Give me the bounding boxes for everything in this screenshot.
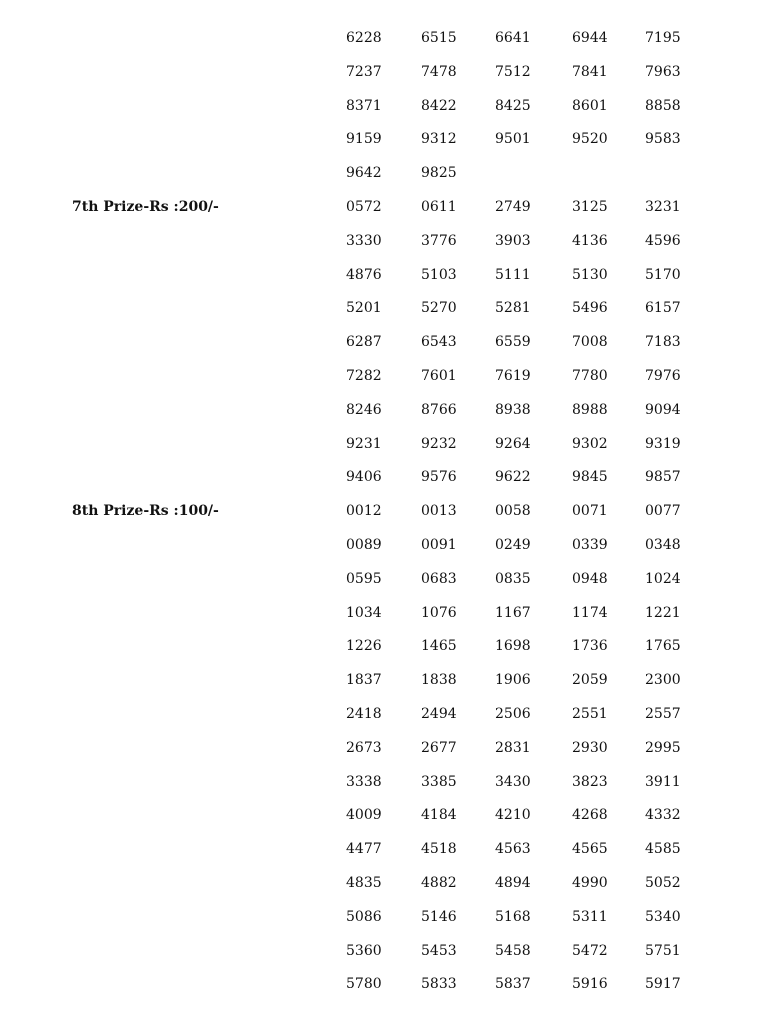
table-row	[0, 597, 759, 631]
ticket-number: 4894	[495, 874, 531, 891]
ticket-number: 4136	[572, 232, 608, 249]
ticket-number: 4882	[421, 874, 457, 891]
ticket-number: 8938	[495, 401, 531, 418]
ticket-number: 9520	[572, 131, 608, 148]
ticket-number: 4876	[346, 266, 382, 283]
ticket-number: 2494	[421, 705, 457, 722]
table-row	[0, 360, 759, 394]
ticket-number: 4009	[346, 807, 382, 824]
table-row	[0, 428, 759, 462]
ticket-number: 9857	[645, 469, 681, 486]
ticket-number: 4565	[572, 841, 608, 858]
ticket-number: 2930	[572, 739, 608, 756]
ticket-number: 0071	[572, 503, 608, 520]
ticket-number: 8422	[421, 97, 457, 114]
ticket-number: 9302	[572, 435, 608, 452]
ticket-number: 8601	[572, 97, 608, 114]
table-row	[0, 867, 759, 901]
ticket-number: 6228	[346, 30, 382, 46]
ticket-number: 7841	[572, 63, 608, 80]
table-row	[0, 630, 759, 664]
ticket-number: 0249	[495, 536, 531, 553]
ticket-number: 5103	[421, 266, 457, 283]
table-row	[0, 664, 759, 698]
ticket-number: 7008	[572, 334, 608, 351]
ticket-number: 3338	[346, 773, 382, 790]
ticket-number: 2557	[645, 705, 681, 722]
ticket-number: 5780	[346, 976, 382, 993]
ticket-number: 3903	[495, 232, 531, 249]
ticket-number: 4563	[495, 841, 531, 858]
ticket-number: 9264	[495, 435, 531, 452]
ticket-number: 0572	[346, 198, 382, 215]
ticket-number: 4835	[346, 874, 382, 891]
ticket-number: 5111	[495, 266, 531, 283]
ticket-number: 0339	[572, 536, 608, 553]
ticket-number: 5472	[572, 942, 608, 959]
ticket-number: 8858	[645, 97, 681, 114]
ticket-number: 7237	[346, 63, 382, 80]
ticket-number: 7195	[645, 30, 681, 46]
ticket-number: 4268	[572, 807, 608, 824]
ticket-number: 0091	[421, 536, 457, 553]
ticket-number: 0348	[645, 536, 681, 553]
ticket-number: 8988	[572, 401, 608, 418]
table-row	[0, 799, 759, 833]
ticket-number: 0595	[346, 570, 382, 587]
ticket-number: 9231	[346, 435, 382, 452]
ticket-number: 2300	[645, 672, 681, 689]
ticket-number: 3385	[421, 773, 457, 790]
ticket-number: 8246	[346, 401, 382, 418]
ticket-number: 1698	[495, 638, 531, 655]
ticket-number: 0012	[346, 503, 382, 520]
ticket-number: 9319	[645, 435, 681, 452]
ticket-number: 2677	[421, 739, 457, 756]
ticket-number: 4210	[495, 807, 531, 824]
table-row	[0, 833, 759, 867]
table-row	[0, 22, 759, 56]
ticket-number: 9845	[572, 469, 608, 486]
ticket-number: 9825	[421, 165, 457, 182]
ticket-number: 5086	[346, 908, 382, 925]
table-row	[0, 225, 759, 259]
ticket-number: 6543	[421, 334, 457, 351]
ticket-number: 3911	[645, 773, 681, 790]
ticket-number: 2749	[495, 198, 531, 215]
ticket-number: 7780	[572, 367, 608, 384]
ticket-number: 5458	[495, 942, 531, 959]
ticket-number: 1024	[645, 570, 681, 587]
ticket-number: 6944	[572, 30, 608, 46]
ticket-number: 1167	[495, 604, 531, 621]
ticket-number: 0077	[645, 503, 681, 520]
ticket-number: 5751	[645, 942, 681, 959]
table-row	[0, 495, 759, 529]
ticket-number: 2506	[495, 705, 531, 722]
table-row	[0, 292, 759, 326]
ticket-number: 5281	[495, 300, 531, 317]
ticket-number: 5168	[495, 908, 531, 925]
ticket-number: 5170	[645, 266, 681, 283]
ticket-number: 4585	[645, 841, 681, 858]
ticket-number: 1034	[346, 604, 382, 621]
ticket-number: 7183	[645, 334, 681, 351]
ticket-number: 4596	[645, 232, 681, 249]
ticket-number: 3823	[572, 773, 608, 790]
ticket-number: 9576	[421, 469, 457, 486]
table-row	[0, 698, 759, 732]
ticket-number: 0013	[421, 503, 457, 520]
ticket-number: 5496	[572, 300, 608, 317]
ticket-number: 9406	[346, 469, 382, 486]
ticket-number: 1221	[645, 604, 681, 621]
ticket-number: 9312	[421, 131, 457, 148]
ticket-number: 4990	[572, 874, 608, 891]
ticket-number: 5916	[572, 976, 608, 993]
ticket-number: 1226	[346, 638, 382, 655]
table-row	[0, 123, 759, 157]
ticket-number: 1736	[572, 638, 608, 655]
ticket-number: 6157	[645, 300, 681, 317]
ticket-number: 5917	[645, 976, 681, 993]
prize-label: 7th Prize-Rs :200/-	[72, 198, 219, 215]
ticket-number: 0089	[346, 536, 382, 553]
ticket-number: 2995	[645, 739, 681, 756]
ticket-number: 7976	[645, 367, 681, 384]
ticket-number: 7619	[495, 367, 531, 384]
ticket-number: 5360	[346, 942, 382, 959]
ticket-number: 2059	[572, 672, 608, 689]
ticket-number: 5146	[421, 908, 457, 925]
ticket-number: 2418	[346, 705, 382, 722]
table-row	[0, 766, 759, 800]
ticket-number: 3125	[572, 198, 608, 215]
ticket-number: 3430	[495, 773, 531, 790]
ticket-number: 0683	[421, 570, 457, 587]
ticket-number: 0611	[421, 198, 457, 215]
ticket-number: 7512	[495, 63, 531, 80]
ticket-number: 9642	[346, 165, 382, 182]
ticket-number: 4184	[421, 807, 457, 824]
table-row	[0, 732, 759, 766]
ticket-number: 7478	[421, 63, 457, 80]
ticket-number: 5270	[421, 300, 457, 317]
ticket-number: 1838	[421, 672, 457, 689]
ticket-number: 5833	[421, 976, 457, 993]
table-row	[0, 901, 759, 935]
table-row	[0, 56, 759, 90]
table-row	[0, 935, 759, 969]
ticket-number: 8371	[346, 97, 382, 114]
prize-label: 8th Prize-Rs :100/-	[72, 503, 219, 520]
ticket-number: 2831	[495, 739, 531, 756]
ticket-number: 2551	[572, 705, 608, 722]
ticket-number: 1174	[572, 604, 608, 621]
ticket-number: 9583	[645, 131, 681, 148]
ticket-number: 0948	[572, 570, 608, 587]
ticket-number: 7963	[645, 63, 681, 80]
ticket-number: 5201	[346, 300, 382, 317]
ticket-number: 5837	[495, 976, 531, 993]
ticket-number: 5453	[421, 942, 457, 959]
ticket-number: 9501	[495, 131, 531, 148]
ticket-number: 3231	[645, 198, 681, 215]
table-row	[0, 394, 759, 428]
ticket-number: 6287	[346, 334, 382, 351]
table-row	[0, 191, 759, 225]
ticket-number: 8766	[421, 401, 457, 418]
ticket-number: 1076	[421, 604, 457, 621]
ticket-number: 0058	[495, 503, 531, 520]
ticket-number: 3330	[346, 232, 382, 249]
ticket-number: 4477	[346, 841, 382, 858]
table-row	[0, 326, 759, 360]
ticket-number: 1765	[645, 638, 681, 655]
table-row	[0, 259, 759, 293]
ticket-number: 4518	[421, 841, 457, 858]
table-row	[0, 529, 759, 563]
ticket-number: 6559	[495, 334, 531, 351]
ticket-number: 5130	[572, 266, 608, 283]
ticket-number: 9159	[346, 131, 382, 148]
ticket-number: 3776	[421, 232, 457, 249]
ticket-number: 4332	[645, 807, 681, 824]
table-row	[0, 968, 759, 1002]
ticket-number: 5311	[572, 908, 608, 925]
ticket-number: 9232	[421, 435, 457, 452]
ticket-number: 9094	[645, 401, 681, 418]
table-row	[0, 461, 759, 495]
ticket-number: 7282	[346, 367, 382, 384]
ticket-number: 8425	[495, 97, 531, 114]
ticket-number: 1906	[495, 672, 531, 689]
prize-results-table	[0, 22, 759, 1002]
table-row	[0, 157, 759, 191]
ticket-number: 6641	[495, 30, 531, 46]
ticket-number: 0835	[495, 570, 531, 587]
ticket-number: 7601	[421, 367, 457, 384]
table-row	[0, 90, 759, 124]
ticket-number: 6515	[421, 30, 457, 46]
ticket-number: 1465	[421, 638, 457, 655]
ticket-number: 9622	[495, 469, 531, 486]
ticket-number: 2673	[346, 739, 382, 756]
ticket-number: 1837	[346, 672, 382, 689]
table-row	[0, 563, 759, 597]
ticket-number: 5340	[645, 908, 681, 925]
ticket-number: 5052	[645, 874, 681, 891]
